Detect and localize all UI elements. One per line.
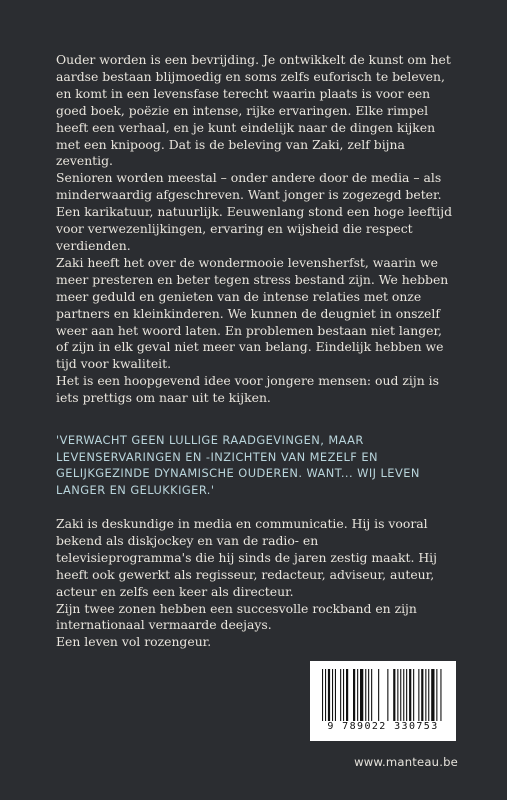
isbn-barcode [310,661,456,741]
barcode-bars-icon [320,669,446,721]
blurb-paragraph-1: Ouder worden is een bevrijding. Je ontwikkelt de kunst om het aardse bestaan blijmoedig en soms zelfs euforisch te beleven, en komt in een levensfase terecht waarin plaats is voor een goed boek, poëzie en intense, rijke ervaringen. Elke rimpel heeft een verhaal, en je kunt eindelijk naar de dingen kijken met een knipoog. Dat is de beleving van Zaki, zelf bijna zeventig. [56,52,451,169]
barcode-digits: 9 789022 330753 [327,721,439,732]
author-bio [56,516,456,651]
bio-paragraph-3: Een leven vol rozengeur. [56,634,212,650]
pull-quote: 'VERWACHT GEEN LULLIGE RAADGEVINGEN, MAAR LEVENSERVARINGEN EN -INZICHTEN VAN MEZELF EN GELIJKGEZINDE DYNAMISCHE OUDEREN. WANT... WIJ LEVEN LANGER EN GELUKKIGER.' [56,433,420,497]
blurb-paragraph-3: Zaki heeft het over de wondermooie levensherfst, waarin we meer presteren en beter tegen stress bestand zijn. We hebben meer geduld en genieten van de intense relaties met onze partners en kleinkinderen. We kunnen de deugniet in onszelf weer aan het woord laten. En problemen bestaan niet langer, of zijn in elk geval niet meer van belang. Eindelijk hebben we tijd voor kwaliteit. [56,254,449,372]
bio-paragraph-1: Zaki is deskundige in media en communicatie. Hij is vooral bekend als diskjockey en van de radio- en televisieprogramma's die hij sinds de jaren zestig maakt. Hij heeft ook gewerkt als regisseur, redacteur, adviseur, auteur, acteur en zelfs een keer als directeur. [56,516,437,599]
publisher-website: www.manteau.be [354,755,458,769]
blurb-paragraph-2: Senioren worden meestal – onder andere door de media – als minderwaardig afgeschreven. Want jonger is zogezegd beter. Een karikatuur, natuurlijk. Eeuwenlang stond een hoge leeftijd voor verwezenlijkingen, ervaring en wijsheid die respect verdienden. [56,170,453,253]
blurb-paragraph-4: Het is een hoopgevend idee voor jongere mensen: oud zijn is iets prettigs om naar uit te kijken. [56,373,439,406]
bio-paragraph-2: Zijn twee zonen hebben een succesvolle rockband en zijn internationaal vermaarde deejays. [56,600,417,633]
blurb-text [56,52,456,407]
